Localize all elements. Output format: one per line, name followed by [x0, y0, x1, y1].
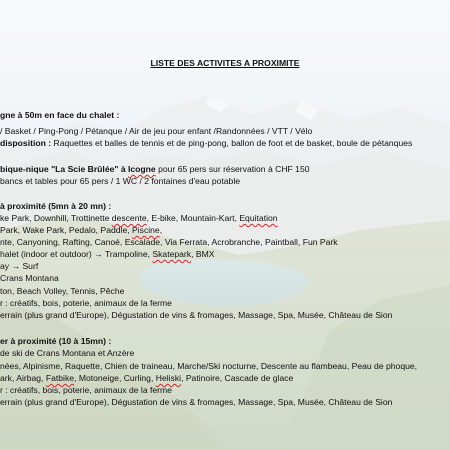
- water-text-c: ,: [159, 225, 163, 235]
- text-line-snow-activities: [0, 372, 293, 384]
- text-line-crans: Crans Montana: [0, 273, 59, 283]
- snow-text-c: , Motoneige, Curling,: [74, 373, 156, 383]
- snow-text-a: ark, Airbag,: [0, 373, 46, 383]
- text-line-picnic: [0, 163, 310, 175]
- bike-text-b: descente: [111, 213, 147, 223]
- water-text-b: Piscine: [132, 225, 160, 235]
- text-line-outdoor: nte, Canyoning, Rafting, Canoé, Escalade, Via Ferrata, Acrobranche, Paintball, Fun Park: [0, 237, 338, 247]
- trampoline-text-b: Skatepark: [152, 249, 192, 259]
- bike-text-d: Equitation: [239, 213, 278, 223]
- picnic-place: Icogne: [128, 164, 156, 174]
- text-line-bike: [0, 212, 278, 224]
- snow-text-e: , Patinoire, Cascade de glace: [181, 373, 294, 383]
- text-line-water: [0, 224, 162, 236]
- document-title: LISTE DES ACTIVITES A PROXIMITE: [150, 58, 300, 68]
- text-line-winter-activities: nées, Alpinisme, Raquette, Chien de traineau, Marche/Ski nocturne, Descente au flambeau, Peau de phoque,: [0, 361, 418, 371]
- text-line-surf: ay → Surf: [0, 261, 39, 271]
- text-line-trampoline: [0, 248, 215, 260]
- text-line-workshops-winter: r : créatifs, bois, poterie, animaux de la ferme: [0, 385, 172, 395]
- water-text-a: Park, Wake Park, Pedalo, Paddle,: [0, 225, 132, 235]
- snow-text-b: Fatbike: [45, 373, 75, 383]
- bike-text-a: ke Park, Downhill, Trottinette: [0, 213, 112, 223]
- text-line-sports: / Basket / Ping-Pong / Pétanque / Air de jeu pour enfant /Randonnées / VTT / Vélo: [0, 126, 313, 136]
- section-heading-summer: à proximité (5mn à 20 mn) :: [0, 201, 112, 211]
- text-line-golf-winter: errain (plus grand d'Europe), Dégustation de vins & fromages, Massage, Spa, Musée, Château de Sion: [0, 397, 393, 407]
- equipment-text: Raquettes et balles de tennis et de ping-pong, ballon de foot et de basket, boule de pétanques: [51, 138, 413, 148]
- text-line-equipment: [0, 137, 412, 149]
- section-heading-nearby-50m: gne à 50m en face du chalet :: [0, 110, 120, 120]
- text-line-tennis: ton, Beach Volley, Tennis, Pêche: [0, 286, 125, 296]
- trampoline-text-c: , BMX: [191, 249, 215, 259]
- text-line-workshops-summer: r : créatifs, bois, poterie, animaux de la ferme: [0, 298, 172, 308]
- text-line-ski-area: de ski de Crans Montana et Anzère: [0, 348, 135, 358]
- section-heading-winter: er à proximité (10 à 15mn) :: [0, 336, 112, 346]
- trampoline-text-a: halet (indoor et outdoor) → Trampoline,: [0, 249, 153, 259]
- text-line-picnic-facilities: bancs et tables pour 65 pers / 1 WC / 2 fontaines d'eau potable: [0, 176, 241, 186]
- snow-text-d: Heliski: [155, 373, 182, 383]
- picnic-label: bique-nique "La Scie Brûlée" à: [0, 164, 129, 174]
- text-line-golf-summer: errain (plus grand d'Europe), Dégustation de vins & fromages, Massage, Spa, Musée, Château de Sion: [0, 310, 393, 320]
- equipment-label: disposition :: [0, 138, 52, 148]
- bike-text-c: , E-bike, Mountain-Kart,: [146, 213, 240, 223]
- picnic-text: pour 65 pers sur réservation à CHF 150: [155, 164, 310, 174]
